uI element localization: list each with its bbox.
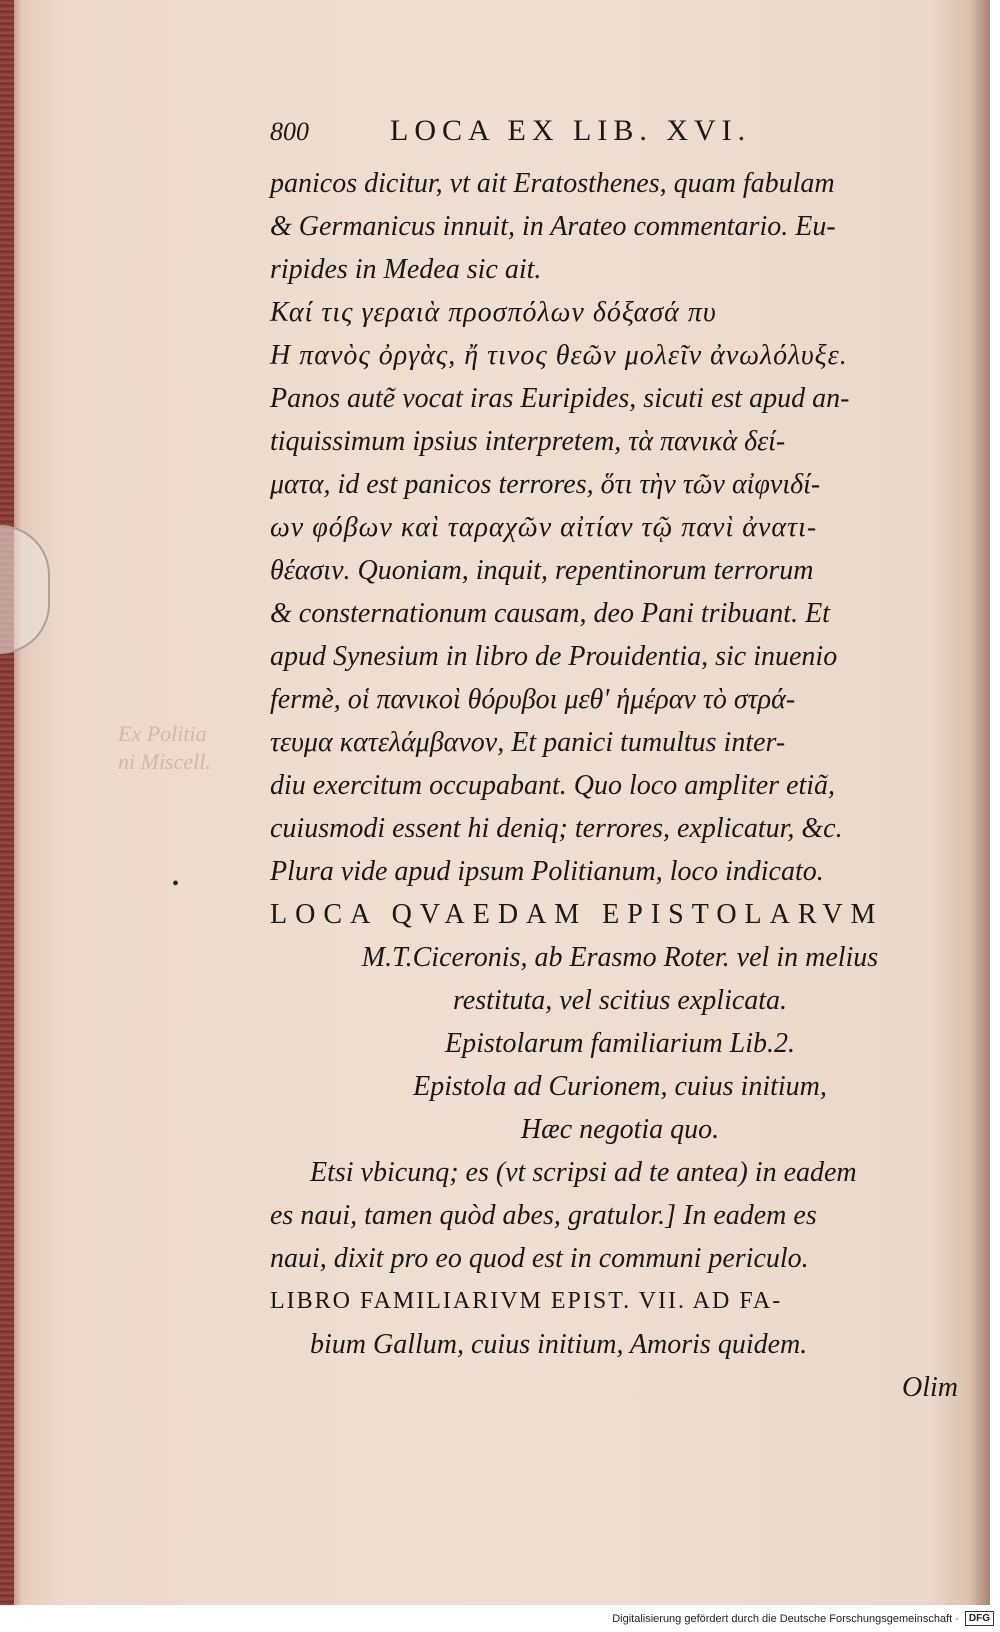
text-line: Panos autẽ vocat iras Euripides, sicuti est apud an- (270, 383, 850, 414)
text-block (270, 100, 970, 1409)
footer-credit: Digitalisierung gefördert durch die Deutsche Forschungsgemeinschaft · (612, 1612, 959, 1625)
text-line: Etsi vbicunq; es (vt scripsi ad te antea) in eadem (310, 1157, 857, 1188)
section-subheading: restituta, vel scitius explicata. (452, 985, 788, 1016)
text-line: & Germanicus innuit, in Arateo commentario. Eu- (270, 211, 836, 242)
book-edge (0, 0, 14, 1605)
text-line: tiquissimum ipsius interpretem, τὰ πανικὰ δεί- (270, 426, 786, 457)
text-line: cuiusmodi essent hi deniq; terrores, explicatur, &c. (270, 813, 843, 844)
catchword: Olim (902, 1372, 958, 1403)
page-number: 800 (270, 117, 309, 146)
text-line: ripides in Medea sic ait. (270, 254, 542, 285)
section-heading-continued: bium Gallum, cuius initium, Amoris quidem. (310, 1329, 808, 1360)
margin-note-line: Ex Politia (118, 721, 207, 746)
text-line: diu exercitum occupabant. Quo loco ampliter etiã, (270, 770, 836, 801)
text-line: fermè, οἱ πανικοὶ θόρυβοι μεθ' ἡμέραν τὸ στρά- (270, 684, 796, 715)
text-line: Plura vide apud ipsum Politianum, loco indicato. (270, 856, 824, 887)
text-line: & consternationum causam, deo Pani tribuant. Et (270, 598, 830, 629)
digitization-footer (0, 1605, 1000, 1632)
margin-note-showthrough (118, 720, 211, 776)
greek-verse-line: Η πανὸς ὀργὰς, ἤ τινος θεῶν μολεῖν ἀνωλόλυξε. (270, 340, 848, 371)
dfg-logo: DFG (965, 1611, 994, 1626)
section-subheading: Epistola ad Curionem, cuius initium, (413, 1071, 827, 1102)
running-head (270, 100, 970, 162)
section-heading: LOCA QVAEDAM EPISTOLARVM (270, 899, 884, 930)
section-subheading: M.T.Ciceronis, ab Erasmo Roter. vel in melius (361, 942, 879, 973)
section-heading: LIBRO FAMILIARIVM EPIST. VII. AD FA- (270, 1288, 783, 1314)
text-line: θέασιν. Quoniam, inquit, repentinorum terrorum (270, 555, 814, 586)
greek-verse-line: Καί τις γεραιὰ προσπόλων δόξασά πυ (270, 297, 717, 328)
text-line: τευμα κατελάμβανον, Et panici tumultus inter- (270, 727, 786, 758)
text-line: naui, dixit pro eo quod est in communi periculo. (270, 1243, 809, 1274)
running-title: LOCA EX LIB. XVI. (390, 114, 752, 147)
section-subheading: Epistolarum familiarium Lib.2. (444, 1028, 796, 1059)
text-line: es naui, tamen quòd abes, gratulor.] In eadem es (270, 1200, 817, 1231)
section-subheading: Hæc negotia quo. (520, 1114, 720, 1145)
text-line: apud Synesium in libro de Prouidentia, sic inuenio (270, 641, 838, 672)
text-line: panicos dicitur, vt ait Eratosthenes, quam fabulam (270, 168, 835, 199)
text-line: ων φόβων καὶ ταραχῶν αἰτίαν τῷ πανὶ ἀνατι- (270, 512, 818, 543)
margin-note-line: ni Miscell. (118, 749, 211, 774)
text-line: ματα, id est panicos terrores, ὅτι τὴν τῶν αἰφνιδί- (270, 469, 821, 500)
margin-dot: • (172, 873, 180, 895)
